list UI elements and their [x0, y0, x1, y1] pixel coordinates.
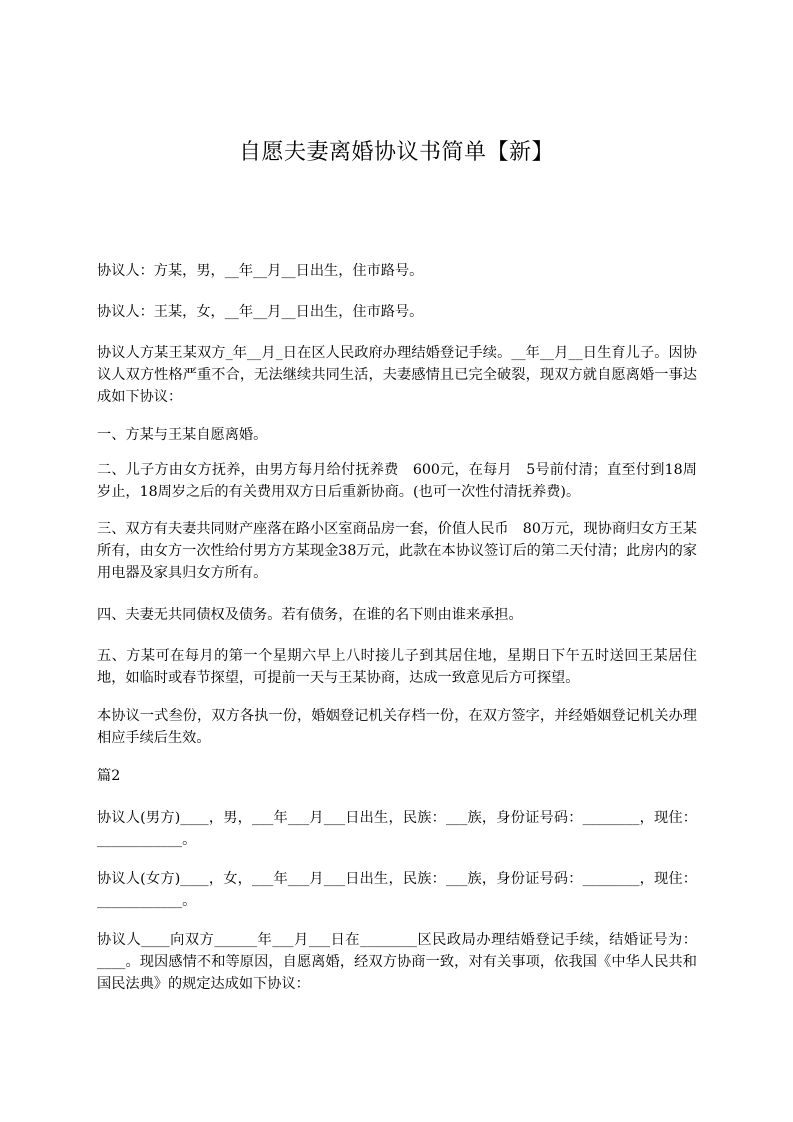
paragraph-clause-1: 一、方某与王某自愿离婚。	[97, 427, 268, 443]
paragraph-party-female: 协议人：王某，女，__年__月__日出生，住市路号。	[97, 304, 424, 320]
paragraph-marriage-registration: 协议人____向双方______年___月___日在________区民政局办理结婚登记手续，结婚证号为：____。现因感情不和等原因，自愿离婚，经双方协商一致，对有关事项，依我国《中华人民共和国民法典》的规定达成如下协议：	[97, 932, 697, 992]
document-title: 自愿夫妻离婚协议书简单【新】	[238, 140, 554, 165]
paragraph-effectiveness: 本协议一式叁份，双方各执一份，婚姻登记机关存档一份，在双方签字，并经婚姻登记机关办理相应手续后生效。	[97, 708, 697, 746]
paragraph-party-male-2: 协议人(男方)____，男，___年___月___日出生，民族：___族，身份证号码：________，现住：____________。	[97, 810, 697, 848]
paragraph-marriage-background: 协议人方某王某双方_年__月_日在区人民政府办理结婚登记手续。__年__月__日生育儿子。因协议人双方性格严重不合，无法继续共同生活，夫妻感情且已完全破裂，现双方就自愿离婚一事达成如下协议：	[97, 345, 697, 405]
paragraph-clause-5: 五、方某可在每月的第一个星期六早上八时接儿子到其居住地，星期日下午五时送回王某居住地，如临时或春节探望，可提前一天与王某协商，达成一致意见后方可探望。	[97, 648, 697, 686]
paragraph-party-female-2: 协议人(女方)____，女，___年___月___日出生，民族：___族，身份证号码：________，现住：____________。	[97, 871, 697, 909]
paragraph-clause-4: 四、夫妻无共同债权及债务。若有债务，在谁的名下则由谁来承担。	[97, 607, 523, 623]
paragraph-party-male: 协议人：方某，男，__年__月__日出生，住市路号。	[97, 263, 424, 279]
section-heading-part-2: 篇2	[97, 768, 121, 784]
paragraph-clause-2: 二、儿子方由女方抚养，由男方每月给付抚养费 600元，在每月 5号前付清；直至付到18周岁止，18周岁之后的有关费用双方日后重新协商。(也可一次性付清抚养费)。	[97, 462, 697, 500]
paragraph-clause-3: 三、双方有夫妻共同财产座落在路小区室商品房一套，价值人民币 80万元，现协商归女方王某所有，由女方一次性给付男方方某现金38万元，此款在本协议签订后的第二天付清；此房内的家用电器及家具归女方所有。	[97, 521, 697, 581]
